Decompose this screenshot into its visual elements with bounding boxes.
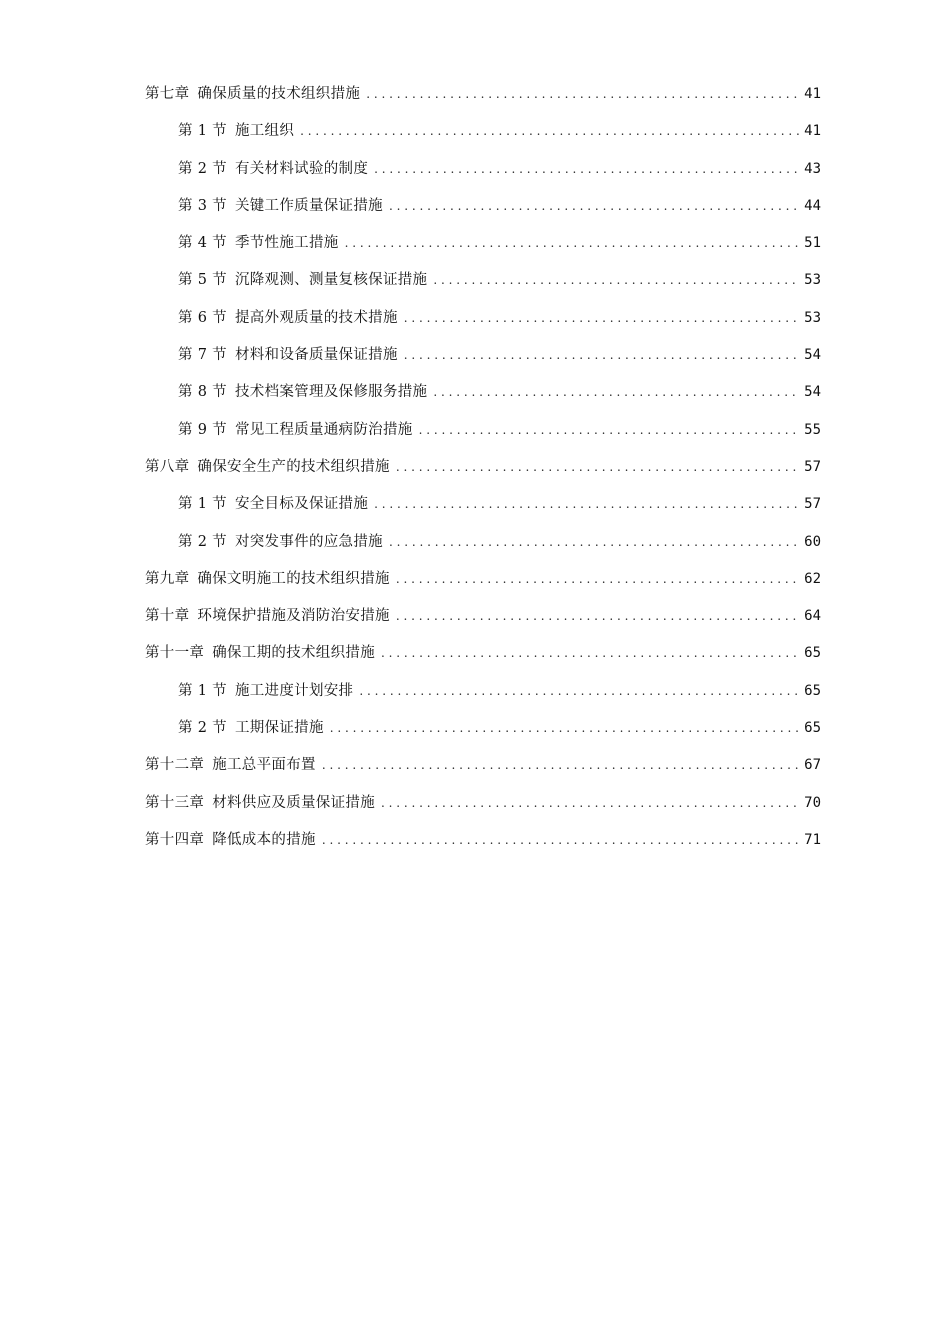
toc-entry-number: 第 5 节 [178, 272, 227, 289]
toc-entry-title: 施工进度计划安排 [234, 682, 354, 699]
toc-entry-title: 材料和设备质量保证措施 [234, 347, 398, 364]
toc-entry-label [178, 306, 398, 330]
toc-entry-number: 第 2 节 [178, 160, 227, 177]
toc-entry-number: 第七章 [145, 86, 190, 102]
toc-dot-leader [322, 753, 800, 777]
toc-entry-title: 确保安全生产的技术组织措施 [197, 458, 390, 475]
toc-page-number: 53 [804, 309, 821, 326]
toc-entry-number: 第十一章 [145, 645, 205, 662]
toc-entry-label [178, 418, 413, 442]
toc-entry-label [145, 82, 360, 106]
toc-dot-leader [433, 380, 800, 404]
toc-section-entry[interactable] [145, 157, 821, 194]
toc-dot-leader [433, 268, 800, 292]
toc-section-entry[interactable] [145, 380, 821, 417]
toc-chapter-entry[interactable] [145, 567, 821, 604]
toc-entry-label [178, 194, 383, 218]
toc-entry-label [178, 492, 368, 516]
toc-entry-label [178, 268, 427, 292]
table-of-contents [145, 82, 821, 865]
toc-section-entry[interactable] [145, 268, 821, 305]
toc-entry-number: 第十三章 [145, 794, 205, 811]
toc-entry-title: 确保工期的技术组织措施 [212, 645, 376, 662]
toc-entry-label [178, 530, 383, 554]
toc-dot-leader [345, 231, 801, 255]
toc-dot-leader [381, 791, 800, 815]
toc-entry-label [145, 455, 390, 479]
toc-entry-title: 安全目标及保证措施 [234, 496, 369, 513]
toc-entry-title: 季节性施工措施 [234, 235, 339, 252]
toc-page-number: 41 [804, 123, 821, 140]
toc-entry-number: 第 4 节 [178, 235, 227, 252]
toc-chapter-entry[interactable] [145, 604, 821, 641]
toc-chapter-entry[interactable] [145, 82, 821, 119]
toc-page-number: 60 [804, 533, 821, 550]
toc-entry-number: 第八章 [145, 458, 190, 475]
toc-section-entry[interactable] [145, 343, 821, 380]
toc-entry-title: 降低成本的措施 [212, 831, 316, 848]
toc-entry-number: 第 2 节 [178, 720, 227, 737]
toc-entry-label [178, 679, 353, 703]
toc-chapter-entry[interactable] [145, 455, 821, 492]
toc-page-number: 70 [804, 794, 821, 811]
toc-entry-number: 第 1 节 [178, 123, 227, 140]
toc-entry-label [145, 641, 375, 665]
toc-entry-label [178, 716, 324, 740]
toc-entry-label [178, 380, 427, 404]
toc-dot-leader [419, 418, 801, 442]
toc-entry-title: 施工组织 [234, 123, 295, 140]
toc-entry-label [145, 753, 316, 777]
toc-dot-leader [389, 194, 800, 218]
toc-page-number: 43 [804, 160, 821, 177]
toc-page-number: 54 [804, 347, 821, 364]
toc-entry-label [145, 791, 375, 815]
toc-entry-label [178, 157, 368, 181]
toc-entry-label [178, 119, 294, 143]
toc-entry-title: 沉降观测、测量复核保证措施 [234, 272, 428, 289]
toc-entry-number: 第 1 节 [178, 682, 227, 699]
toc-dot-leader [396, 567, 800, 591]
toc-dot-leader [330, 716, 800, 740]
toc-entry-number: 第 7 节 [178, 347, 227, 364]
toc-entry-title: 工期保证措施 [234, 720, 324, 737]
toc-entry-label [178, 231, 339, 255]
toc-page-number: 64 [804, 608, 821, 625]
toc-section-entry[interactable] [145, 231, 821, 268]
toc-chapter-entry[interactable] [145, 828, 821, 865]
toc-entry-title: 技术档案管理及保修服务措施 [234, 384, 428, 401]
toc-entry-title: 关键工作质量保证措施 [234, 197, 383, 214]
toc-entry-label [145, 828, 316, 852]
toc-dot-leader [396, 455, 800, 479]
toc-dot-leader [404, 306, 800, 330]
toc-page-number: 65 [804, 645, 821, 662]
toc-page-number: 62 [804, 570, 821, 587]
toc-section-entry[interactable] [145, 306, 821, 343]
toc-page-number: 55 [804, 421, 821, 438]
toc-page-number: 57 [804, 496, 821, 513]
toc-dot-leader [374, 157, 800, 181]
toc-entry-number: 第 1 节 [178, 496, 227, 513]
toc-chapter-entry[interactable] [145, 791, 821, 828]
toc-entry-title: 材料供应及质量保证措施 [212, 794, 376, 811]
toc-section-entry[interactable] [145, 679, 821, 716]
toc-entry-title: 确保质量的技术组织措施 [197, 86, 361, 102]
toc-entry-number: 第 6 节 [178, 309, 227, 326]
toc-entry-number: 第 3 节 [178, 197, 227, 214]
toc-page-number: 65 [804, 682, 821, 699]
toc-entry-number: 第十二章 [145, 757, 205, 774]
toc-entry-number: 第十四章 [145, 831, 205, 848]
toc-entry-title: 提高外观质量的技术措施 [234, 309, 398, 326]
toc-entry-label [178, 343, 398, 367]
toc-dot-leader [389, 530, 800, 554]
toc-dot-leader [359, 679, 800, 703]
toc-page-number: 53 [804, 272, 821, 289]
toc-entry-title: 环境保护措施及消防治安措施 [197, 608, 390, 625]
toc-page-number: 51 [804, 235, 821, 252]
toc-chapter-entry[interactable] [145, 753, 821, 790]
toc-dot-leader [300, 119, 800, 143]
toc-page-number: 54 [804, 384, 821, 401]
toc-dot-leader [366, 82, 800, 106]
toc-dot-leader [381, 641, 800, 665]
toc-page-number: 65 [804, 720, 821, 737]
toc-entry-label [145, 604, 390, 628]
toc-dot-leader [404, 343, 800, 367]
toc-section-entry[interactable] [145, 530, 821, 567]
toc-section-entry[interactable] [145, 418, 821, 455]
toc-entry-label [145, 567, 390, 591]
toc-entry-title: 对突发事件的应急措施 [234, 533, 383, 550]
toc-dot-leader [374, 492, 800, 516]
toc-page-number: 57 [804, 458, 821, 475]
toc-entry-number: 第 8 节 [178, 384, 227, 401]
toc-chapter-entry[interactable] [145, 641, 821, 678]
toc-section-entry[interactable] [145, 716, 821, 753]
toc-section-entry[interactable] [145, 492, 821, 529]
toc-entry-number: 第九章 [145, 570, 190, 587]
toc-section-entry[interactable] [145, 194, 821, 231]
toc-page-number: 41 [804, 86, 821, 102]
toc-page-number: 71 [804, 831, 821, 848]
toc-entry-number: 第十章 [145, 608, 190, 625]
toc-dot-leader [396, 604, 800, 628]
toc-entry-number: 第 2 节 [178, 533, 227, 550]
toc-page-number: 67 [804, 757, 821, 774]
toc-entry-number: 第 9 节 [178, 421, 227, 438]
toc-entry-title: 施工总平面布置 [212, 757, 316, 774]
toc-section-entry[interactable] [145, 119, 821, 156]
toc-page-number: 44 [804, 197, 821, 214]
toc-entry-title: 确保文明施工的技术组织措施 [197, 570, 390, 587]
toc-entry-title: 有关材料试验的制度 [234, 160, 369, 177]
toc-entry-title: 常见工程质量通病防治措施 [234, 421, 413, 438]
toc-dot-leader [322, 828, 800, 852]
